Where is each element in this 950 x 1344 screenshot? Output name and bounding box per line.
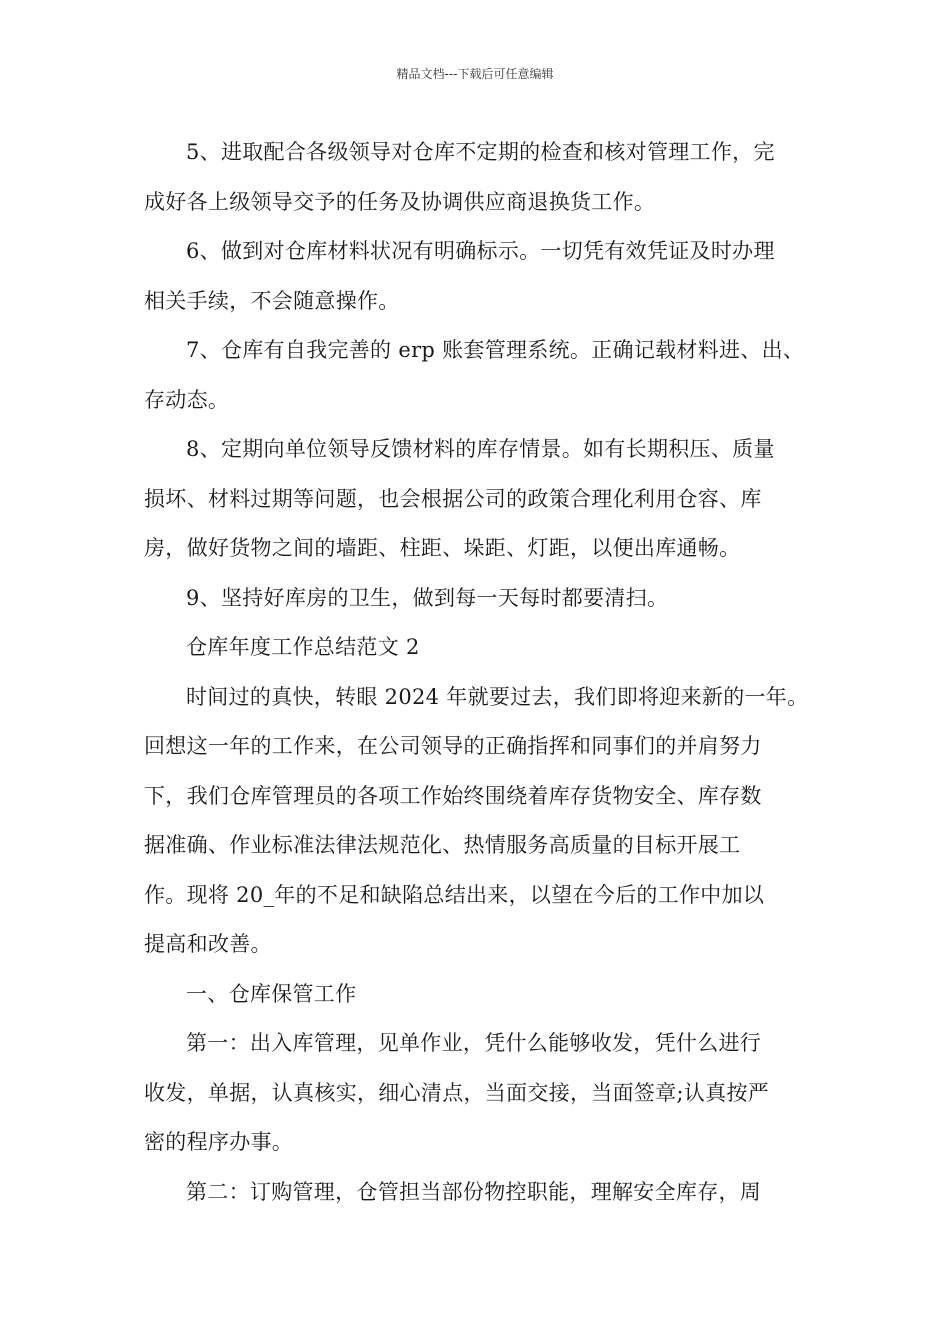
text-line: 回想这一年的工作来，在公司领导的正确指挥和同事们的并肩努力 bbox=[144, 734, 762, 758]
text-line: 第一：出入库管理，见单作业，凭什么能够收发，凭什么进行 bbox=[186, 1031, 762, 1055]
text-line: 存动态。 bbox=[144, 387, 230, 412]
text-line: 第二：订购管理，仓管担当部份物控职能，理解安全库存，周 bbox=[186, 1179, 762, 1204]
paragraph-item-5 bbox=[144, 128, 814, 227]
paragraph-item-9 bbox=[144, 574, 814, 624]
text-line: 一、仓库保管工作 bbox=[186, 981, 357, 1006]
section-title bbox=[144, 623, 814, 673]
paragraph-item-7 bbox=[144, 326, 814, 425]
text-line: 9、坚持好库房的卫生，做到每一天每时都要清扫。 bbox=[186, 585, 669, 610]
paragraph-second bbox=[144, 1168, 814, 1218]
paragraph-item-8 bbox=[144, 425, 814, 574]
paragraph-item-6 bbox=[144, 227, 814, 326]
text-line: 损坏、材料过期等问题，也会根据公司的政策合理化利用仓容、库 bbox=[144, 486, 762, 511]
text-line: 7、仓库有自我完善的 erp 账套管理系统。正确记载材料进、出、 bbox=[186, 338, 805, 362]
text-line: 5、进取配合各级领导对仓库不定期的检查和核对管理工作，完 bbox=[186, 140, 775, 164]
text-line: 8、定期向单位领导反馈材料的库存情景。如有长期积压、质量 bbox=[186, 437, 775, 461]
text-line: 据准确、作业标准法律法规范化、热情服务高质量的目标开展工 bbox=[144, 833, 741, 857]
text-line: 6、做到对仓库材料状况有明确标示。一切凭有效凭证及时办理 bbox=[186, 239, 775, 263]
text-line: 房，做好货物之间的墙距、柱距、垛距、灯距，以便出库通畅。 bbox=[144, 536, 741, 560]
text-line: 仓库年度工作总结范文 2 bbox=[186, 635, 420, 659]
text-line: 收发，单据，认真核实，细心清点，当面交接，当面签章;认真按严 bbox=[144, 1080, 770, 1105]
text-line: 作。现将 20_年的不足和缺陷总结出来，以望在今后的工作中加以 bbox=[144, 882, 765, 907]
page-header: 精品文档---下载后可任意编辑 bbox=[396, 67, 554, 81]
document-body bbox=[144, 128, 814, 1217]
text-line: 时间过的真快，转眼 2024 年就要过去，我们即将迎来新的一年。 bbox=[186, 684, 809, 709]
text-line: 成好各上级领导交予的任务及协调供应商退换货工作。 bbox=[144, 189, 656, 214]
text-line: 相关手续，不会随意操作。 bbox=[144, 288, 400, 313]
section-heading bbox=[144, 970, 814, 1020]
text-line: 提高和改善。 bbox=[144, 932, 272, 956]
text-line: 密的程序办事。 bbox=[144, 1130, 294, 1154]
paragraph-intro bbox=[144, 673, 814, 970]
text-line: 下，我们仓库管理员的各项工作始终围绕着库存货物安全、库存数 bbox=[144, 783, 762, 808]
paragraph-first bbox=[144, 1019, 814, 1168]
